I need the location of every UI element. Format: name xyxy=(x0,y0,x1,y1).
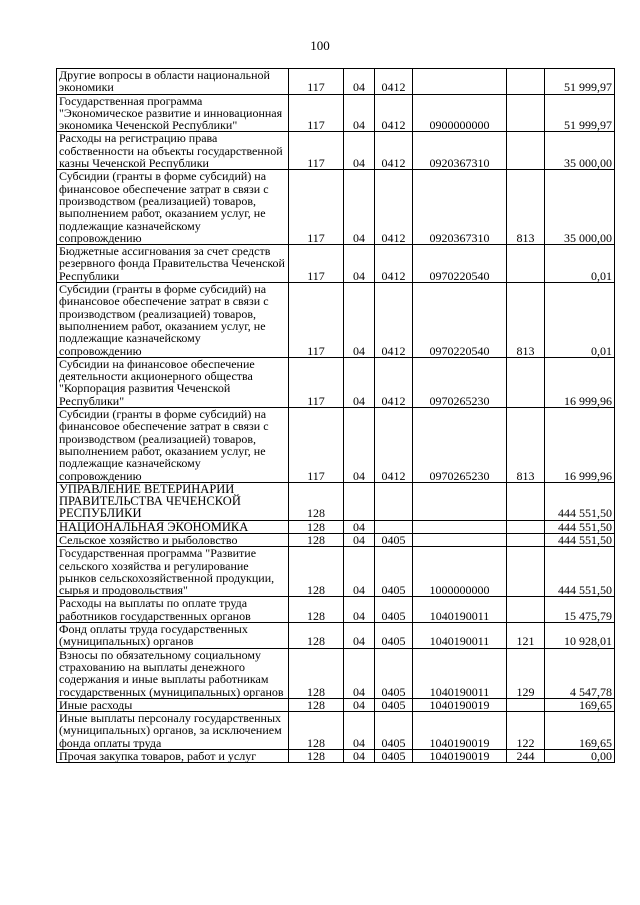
target-article-cell xyxy=(413,482,507,520)
expense-type-cell: 244 xyxy=(507,750,545,763)
expense-type-cell xyxy=(507,698,545,711)
amount-cell: 15 475,79 xyxy=(545,597,615,623)
target-article-cell xyxy=(413,533,507,546)
subsection-code-cell: 0412 xyxy=(375,170,413,245)
row-name-cell: Субсидии (гранты в форме субсидий) на финансовое обеспечение затрат в связи с производством (реализацией) товаров, выполнением работ, оказанием услуг, не подлежащие казначейскому сопровождению xyxy=(57,408,289,483)
ministry-code-cell: 128 xyxy=(289,712,344,750)
table-row xyxy=(57,698,615,711)
target-article-cell: 1040190011 xyxy=(413,648,507,698)
row-name-cell: УПРАВЛЕНИЕ ВЕТЕРИНАРИИ ПРАВИТЕЛЬСТВА ЧЕЧЕНСКОЙ РЕСПУБЛИКИ xyxy=(57,482,289,520)
row-name-cell: Иные выплаты персоналу государственных (муниципальных) органов, за исключением фонда оплаты труда xyxy=(57,712,289,750)
table-row xyxy=(57,94,615,132)
subsection-code-cell: 0412 xyxy=(375,132,413,170)
table-row xyxy=(57,132,615,170)
target-article-cell: 0970265230 xyxy=(413,408,507,483)
subsection-code-cell: 0405 xyxy=(375,623,413,649)
amount-cell: 51 999,97 xyxy=(545,69,615,95)
row-name-cell: Взносы по обязательному социальному страхованию на выплаты денежного содержания и иные выплаты работникам государственных (муниципальных) органов xyxy=(57,648,289,698)
section-code-cell: 04 xyxy=(344,712,375,750)
target-article-cell xyxy=(413,520,507,533)
target-article-cell: 1000000000 xyxy=(413,547,507,597)
amount-cell: 0,01 xyxy=(545,245,615,283)
amount-cell: 169,65 xyxy=(545,698,615,711)
row-name-cell: Субсидии (гранты в форме субсидий) на финансовое обеспечение затрат в связи с производством (реализацией) товаров, выполнением работ, оказанием услуг, не подлежащие казначейскому сопровождению xyxy=(57,283,289,358)
row-name-cell: Субсидии на финансовое обеспечение деятельности акционерного общества "Корпорация развития Чеченской Республики" xyxy=(57,357,289,407)
amount-cell: 444 551,50 xyxy=(545,520,615,533)
table-row xyxy=(57,408,615,483)
expense-type-cell: 121 xyxy=(507,623,545,649)
target-article-cell: 0970265230 xyxy=(413,357,507,407)
target-article-cell: 1040190019 xyxy=(413,712,507,750)
expense-type-cell xyxy=(507,357,545,407)
section-code-cell: 04 xyxy=(344,520,375,533)
expense-type-cell xyxy=(507,69,545,95)
expense-type-cell xyxy=(507,245,545,283)
target-article-cell: 0920367310 xyxy=(413,170,507,245)
section-code-cell: 04 xyxy=(344,94,375,132)
section-code-cell: 04 xyxy=(344,170,375,245)
section-code-cell: 04 xyxy=(344,408,375,483)
row-name-cell: Субсидии (гранты в форме субсидий) на финансовое обеспечение затрат в связи с производством (реализацией) товаров, выполнением работ, оказанием услуг, не подлежащие казначейскому сопровождению xyxy=(57,170,289,245)
expense-type-cell xyxy=(507,520,545,533)
ministry-code-cell: 128 xyxy=(289,597,344,623)
page-number: 100 xyxy=(310,38,330,53)
ministry-code-cell: 128 xyxy=(289,648,344,698)
amount-cell: 444 551,50 xyxy=(545,547,615,597)
ministry-code-cell: 128 xyxy=(289,482,344,520)
section-code-cell: 04 xyxy=(344,245,375,283)
target-article-cell: 1040190019 xyxy=(413,750,507,763)
subsection-code-cell: 0405 xyxy=(375,597,413,623)
row-name-cell: Прочая закупка товаров, работ и услуг xyxy=(57,750,289,763)
subsection-code-cell: 0412 xyxy=(375,408,413,483)
section-code-cell: 04 xyxy=(344,547,375,597)
expense-type-cell xyxy=(507,533,545,546)
expense-type-cell xyxy=(507,482,545,520)
expense-type-cell: 129 xyxy=(507,648,545,698)
ministry-code-cell: 128 xyxy=(289,520,344,533)
section-code-cell: 04 xyxy=(344,648,375,698)
row-name-cell: Государственная программа "Экономическое развитие и инновационная экономика Чеченской Республики" xyxy=(57,94,289,132)
table-row xyxy=(57,520,615,533)
ministry-code-cell: 128 xyxy=(289,533,344,546)
table-row xyxy=(57,712,615,750)
target-article-cell: 1040190011 xyxy=(413,623,507,649)
expense-type-cell xyxy=(507,597,545,623)
section-code-cell: 04 xyxy=(344,698,375,711)
section-code-cell: 04 xyxy=(344,623,375,649)
expense-type-cell: 813 xyxy=(507,408,545,483)
amount-cell: 444 551,50 xyxy=(545,482,615,520)
table-row xyxy=(57,750,615,763)
subsection-code-cell: 0412 xyxy=(375,245,413,283)
expense-type-cell xyxy=(507,132,545,170)
target-article-cell: 1040190011 xyxy=(413,597,507,623)
subsection-code-cell xyxy=(375,482,413,520)
amount-cell: 4 547,78 xyxy=(545,648,615,698)
amount-cell: 10 928,01 xyxy=(545,623,615,649)
amount-cell: 0,00 xyxy=(545,750,615,763)
expense-type-cell xyxy=(507,547,545,597)
ministry-code-cell: 128 xyxy=(289,547,344,597)
subsection-code-cell: 0412 xyxy=(375,69,413,95)
target-article-cell: 0900000000 xyxy=(413,94,507,132)
table-row xyxy=(57,357,615,407)
row-name-cell: Государственная программа "Развитие сельского хозяйства и регулирование рынков сельскохозяйственной продукции, сырья и продовольствия" xyxy=(57,547,289,597)
ministry-code-cell: 117 xyxy=(289,69,344,95)
subsection-code-cell: 0405 xyxy=(375,648,413,698)
ministry-code-cell: 117 xyxy=(289,283,344,358)
ministry-code-cell: 128 xyxy=(289,623,344,649)
table-row xyxy=(57,648,615,698)
amount-cell: 0,01 xyxy=(545,283,615,358)
target-article-cell: 1040190019 xyxy=(413,698,507,711)
section-code-cell: 04 xyxy=(344,357,375,407)
subsection-code-cell: 0405 xyxy=(375,547,413,597)
row-name-cell: Сельское хозяйство и рыболовство xyxy=(57,533,289,546)
section-code-cell: 04 xyxy=(344,533,375,546)
table-row xyxy=(57,547,615,597)
ministry-code-cell: 117 xyxy=(289,94,344,132)
ministry-code-cell: 117 xyxy=(289,170,344,245)
amount-cell: 169,65 xyxy=(545,712,615,750)
amount-cell: 16 999,96 xyxy=(545,357,615,407)
section-code-cell: 04 xyxy=(344,597,375,623)
subsection-code-cell: 0412 xyxy=(375,94,413,132)
ministry-code-cell: 117 xyxy=(289,357,344,407)
ministry-code-cell: 117 xyxy=(289,408,344,483)
amount-cell: 16 999,96 xyxy=(545,408,615,483)
subsection-code-cell xyxy=(375,520,413,533)
section-code-cell: 04 xyxy=(344,283,375,358)
amount-cell: 51 999,97 xyxy=(545,94,615,132)
row-name-cell: Расходы на выплаты по оплате труда работников государственных органов xyxy=(57,597,289,623)
table-row xyxy=(57,482,615,520)
subsection-code-cell: 0405 xyxy=(375,712,413,750)
section-code-cell xyxy=(344,482,375,520)
target-article-cell: 0920367310 xyxy=(413,132,507,170)
row-name-cell: НАЦИОНАЛЬНАЯ ЭКОНОМИКА xyxy=(57,520,289,533)
table-row xyxy=(57,69,615,95)
table-row xyxy=(57,597,615,623)
target-article-cell xyxy=(413,69,507,95)
row-name-cell: Иные расходы xyxy=(57,698,289,711)
section-code-cell: 04 xyxy=(344,750,375,763)
table-row xyxy=(57,533,615,546)
amount-cell: 444 551,50 xyxy=(545,533,615,546)
table-row xyxy=(57,623,615,649)
ministry-code-cell: 117 xyxy=(289,245,344,283)
table-row xyxy=(57,245,615,283)
expense-type-cell: 122 xyxy=(507,712,545,750)
target-article-cell: 0970220540 xyxy=(413,283,507,358)
expense-type-cell: 813 xyxy=(507,283,545,358)
amount-cell: 35 000,00 xyxy=(545,132,615,170)
subsection-code-cell: 0412 xyxy=(375,357,413,407)
row-name-cell: Расходы на регистрацию права собственности на объекты государственной казны Чеченской Республики xyxy=(57,132,289,170)
ministry-code-cell: 128 xyxy=(289,698,344,711)
amount-cell: 35 000,00 xyxy=(545,170,615,245)
row-name-cell: Фонд оплаты труда государственных (муниципальных) органов xyxy=(57,623,289,649)
row-name-cell: Бюджетные ассигнования за счет средств резервного фонда Правительства Чеченской Республики xyxy=(57,245,289,283)
target-article-cell: 0970220540 xyxy=(413,245,507,283)
subsection-code-cell: 0405 xyxy=(375,698,413,711)
expense-type-cell xyxy=(507,94,545,132)
row-name-cell: Другие вопросы в области национальной экономики xyxy=(57,69,289,95)
subsection-code-cell: 0412 xyxy=(375,283,413,358)
ministry-code-cell: 128 xyxy=(289,750,344,763)
section-code-cell: 04 xyxy=(344,69,375,95)
subsection-code-cell: 0405 xyxy=(375,533,413,546)
section-code-cell: 04 xyxy=(344,132,375,170)
ministry-code-cell: 117 xyxy=(289,132,344,170)
budget-table xyxy=(56,68,615,763)
table-row xyxy=(57,283,615,358)
subsection-code-cell: 0405 xyxy=(375,750,413,763)
table-row xyxy=(57,170,615,245)
expense-type-cell: 813 xyxy=(507,170,545,245)
